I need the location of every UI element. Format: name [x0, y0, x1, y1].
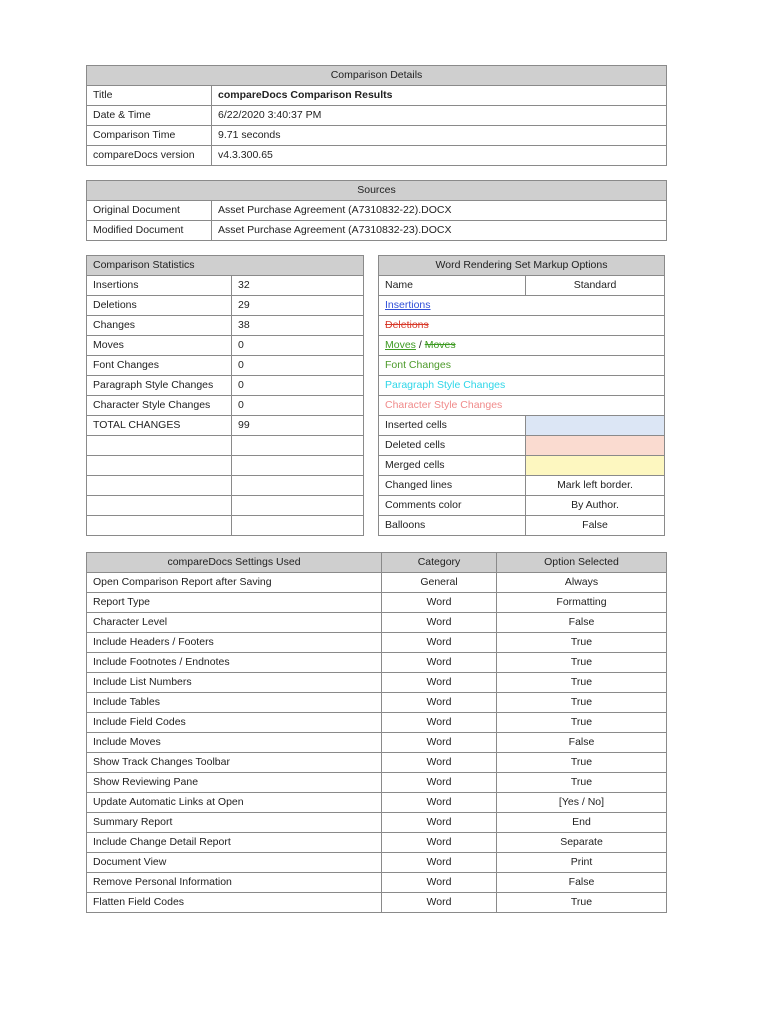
- original-document-value: Asset Purchase Agreement (A7310832-22).DOCX: [212, 201, 667, 221]
- table-row: [87, 633, 667, 653]
- stat-label: TOTAL CHANGES: [87, 416, 232, 436]
- modified-document-value: Asset Purchase Agreement (A7310832-23).DOCX: [212, 221, 667, 241]
- setting-category: Word: [382, 793, 497, 813]
- inserted-cells-label: Inserted cells: [379, 416, 526, 436]
- original-document-label: Original Document: [87, 201, 212, 221]
- category-header: Category: [382, 553, 497, 573]
- character-style-changes-sample: Character Style Changes: [385, 399, 503, 411]
- setting-name: Update Automatic Links at Open: [87, 793, 382, 813]
- setting-category: General: [382, 573, 497, 593]
- setting-category: Word: [382, 853, 497, 873]
- setting-name: Document View: [87, 853, 382, 873]
- table-row: [87, 673, 667, 693]
- stat-value: 29: [232, 296, 364, 316]
- setting-name: Flatten Field Codes: [87, 893, 382, 913]
- table-row: [87, 336, 364, 356]
- setting-name: Include Footnotes / Endnotes: [87, 653, 382, 673]
- table-row: [87, 693, 667, 713]
- table-row: [87, 613, 667, 633]
- setting-option: True: [497, 653, 667, 673]
- setting-name: Include List Numbers: [87, 673, 382, 693]
- table-row: [379, 296, 665, 316]
- setting-category: Word: [382, 633, 497, 653]
- title-value: compareDocs Comparison Results: [212, 86, 667, 106]
- table-row: [87, 86, 667, 106]
- setting-name: Include Change Detail Report: [87, 833, 382, 853]
- table-row: [379, 276, 665, 296]
- comments-color-label: Comments color: [379, 496, 526, 516]
- setting-option: End: [497, 813, 667, 833]
- version-label: compareDocs version: [87, 146, 212, 166]
- setting-name: Show Track Changes Toolbar: [87, 753, 382, 773]
- insertions-sample: Insertions: [385, 299, 431, 311]
- deleted-cells-swatch: [526, 436, 665, 456]
- setting-option: False: [497, 733, 667, 753]
- modified-document-label: Modified Document: [87, 221, 212, 241]
- table-row: [379, 356, 665, 376]
- balloons-value: False: [526, 516, 665, 536]
- setting-name: Include Tables: [87, 693, 382, 713]
- comparison-time-value: 9.71 seconds: [212, 126, 667, 146]
- setting-category: Word: [382, 773, 497, 793]
- setting-option: True: [497, 693, 667, 713]
- setting-name: Remove Personal Information: [87, 873, 382, 893]
- table-row: [87, 356, 364, 376]
- stat-value: 0: [232, 376, 364, 396]
- font-changes-sample: Font Changes: [385, 359, 451, 371]
- table-row: [379, 456, 665, 476]
- table-row: [379, 416, 665, 436]
- stat-label: Font Changes: [87, 356, 232, 376]
- table-row: [87, 713, 667, 733]
- setting-category: Word: [382, 673, 497, 693]
- table-row: [87, 416, 364, 436]
- table-row: [379, 516, 665, 536]
- stat-label: Insertions: [87, 276, 232, 296]
- table-row: [87, 773, 667, 793]
- paragraph-style-changes-sample: Paragraph Style Changes: [385, 379, 506, 391]
- setting-option: False: [497, 613, 667, 633]
- stat-value: 0: [232, 336, 364, 356]
- changed-lines-value: Mark left border.: [526, 476, 665, 496]
- date-time-value: 6/22/2020 3:40:37 PM: [212, 106, 667, 126]
- setting-category: Word: [382, 653, 497, 673]
- table-row: [87, 833, 667, 853]
- setting-option: True: [497, 633, 667, 653]
- table-row: [379, 376, 665, 396]
- empty-row: [87, 436, 364, 456]
- table-row: [87, 813, 667, 833]
- moves-separator: /: [415, 339, 425, 351]
- setting-name: Character Level: [87, 613, 382, 633]
- table-row: [379, 396, 665, 416]
- setting-name: Include Field Codes: [87, 713, 382, 733]
- comparison-details-table: [86, 65, 667, 166]
- deleted-cells-label: Deleted cells: [379, 436, 526, 456]
- table-row: [87, 733, 667, 753]
- date-time-label: Date & Time: [87, 106, 212, 126]
- setting-category: Word: [382, 693, 497, 713]
- table-row: [87, 276, 364, 296]
- setting-name: Open Comparison Report after Saving: [87, 573, 382, 593]
- comparison-time-label: Comparison Time: [87, 126, 212, 146]
- table-row: [87, 573, 667, 593]
- name-label: Name: [379, 276, 526, 296]
- table-row: [87, 873, 667, 893]
- setting-option: True: [497, 893, 667, 913]
- setting-name: Summary Report: [87, 813, 382, 833]
- table-row: [87, 793, 667, 813]
- table-row: [87, 593, 667, 613]
- setting-option: Print: [497, 853, 667, 873]
- stat-value: 0: [232, 356, 364, 376]
- comparison-details-header: Comparison Details: [87, 66, 667, 86]
- stat-value: 38: [232, 316, 364, 336]
- inserted-cells-swatch: [526, 416, 665, 436]
- table-row: [87, 316, 364, 336]
- table-row: [379, 316, 665, 336]
- table-row: [87, 753, 667, 773]
- table-row: [87, 396, 364, 416]
- table-row: [87, 146, 667, 166]
- setting-name: Show Reviewing Pane: [87, 773, 382, 793]
- markup-options-header: Word Rendering Set Markup Options: [379, 256, 665, 276]
- empty-row: [87, 476, 364, 496]
- setting-category: Word: [382, 593, 497, 613]
- setting-name: Include Headers / Footers: [87, 633, 382, 653]
- sources-table: [86, 180, 667, 241]
- title-label: Title: [87, 86, 212, 106]
- stat-label: Character Style Changes: [87, 396, 232, 416]
- setting-option: True: [497, 673, 667, 693]
- table-row: [379, 476, 665, 496]
- moves-to-sample: Moves: [385, 339, 416, 351]
- setting-option: True: [497, 773, 667, 793]
- deletions-sample: Deletions: [385, 319, 429, 331]
- balloons-label: Balloons: [379, 516, 526, 536]
- setting-category: Word: [382, 753, 497, 773]
- setting-category: Word: [382, 893, 497, 913]
- version-value: v4.3.300.65: [212, 146, 667, 166]
- setting-category: Word: [382, 833, 497, 853]
- setting-option: True: [497, 753, 667, 773]
- table-row: [87, 376, 364, 396]
- table-row: [87, 106, 667, 126]
- empty-row: [87, 516, 364, 536]
- table-row: [379, 496, 665, 516]
- merged-cells-swatch: [526, 456, 665, 476]
- name-value: Standard: [526, 276, 665, 296]
- setting-option: False: [497, 873, 667, 893]
- stat-label: Changes: [87, 316, 232, 336]
- table-row: [87, 653, 667, 673]
- setting-option: Separate: [497, 833, 667, 853]
- stat-value: 32: [232, 276, 364, 296]
- setting-category: Word: [382, 873, 497, 893]
- stat-label: Moves: [87, 336, 232, 356]
- setting-name: Include Moves: [87, 733, 382, 753]
- setting-category: Word: [382, 713, 497, 733]
- statistics-header: Comparison Statistics: [87, 256, 364, 276]
- table-row: [87, 126, 667, 146]
- table-row: [379, 436, 665, 456]
- setting-category: Word: [382, 813, 497, 833]
- setting-option: True: [497, 713, 667, 733]
- settings-header: compareDocs Settings Used: [87, 553, 382, 573]
- stat-label: Paragraph Style Changes: [87, 376, 232, 396]
- table-row: [87, 221, 667, 241]
- setting-name: Report Type: [87, 593, 382, 613]
- option-selected-header: Option Selected: [497, 553, 667, 573]
- table-row: [87, 201, 667, 221]
- settings-table: [86, 552, 667, 913]
- setting-option: Formatting: [497, 593, 667, 613]
- merged-cells-label: Merged cells: [379, 456, 526, 476]
- setting-option: [Yes / No]: [497, 793, 667, 813]
- empty-row: [87, 496, 364, 516]
- comments-color-value: By Author.: [526, 496, 665, 516]
- sources-header: Sources: [87, 181, 667, 201]
- setting-category: Word: [382, 733, 497, 753]
- empty-row: [87, 456, 364, 476]
- stat-value: 99: [232, 416, 364, 436]
- markup-options-table: [378, 255, 665, 536]
- setting-category: Word: [382, 613, 497, 633]
- moves-from-sample: Moves: [424, 339, 456, 351]
- stat-value: 0: [232, 396, 364, 416]
- stat-label: Deletions: [87, 296, 232, 316]
- changed-lines-label: Changed lines: [379, 476, 526, 496]
- comparison-statistics-table: [86, 255, 364, 536]
- setting-option: Always: [497, 573, 667, 593]
- table-row: [87, 296, 364, 316]
- table-row: [379, 336, 665, 356]
- table-row: [87, 853, 667, 873]
- table-row: [87, 893, 667, 913]
